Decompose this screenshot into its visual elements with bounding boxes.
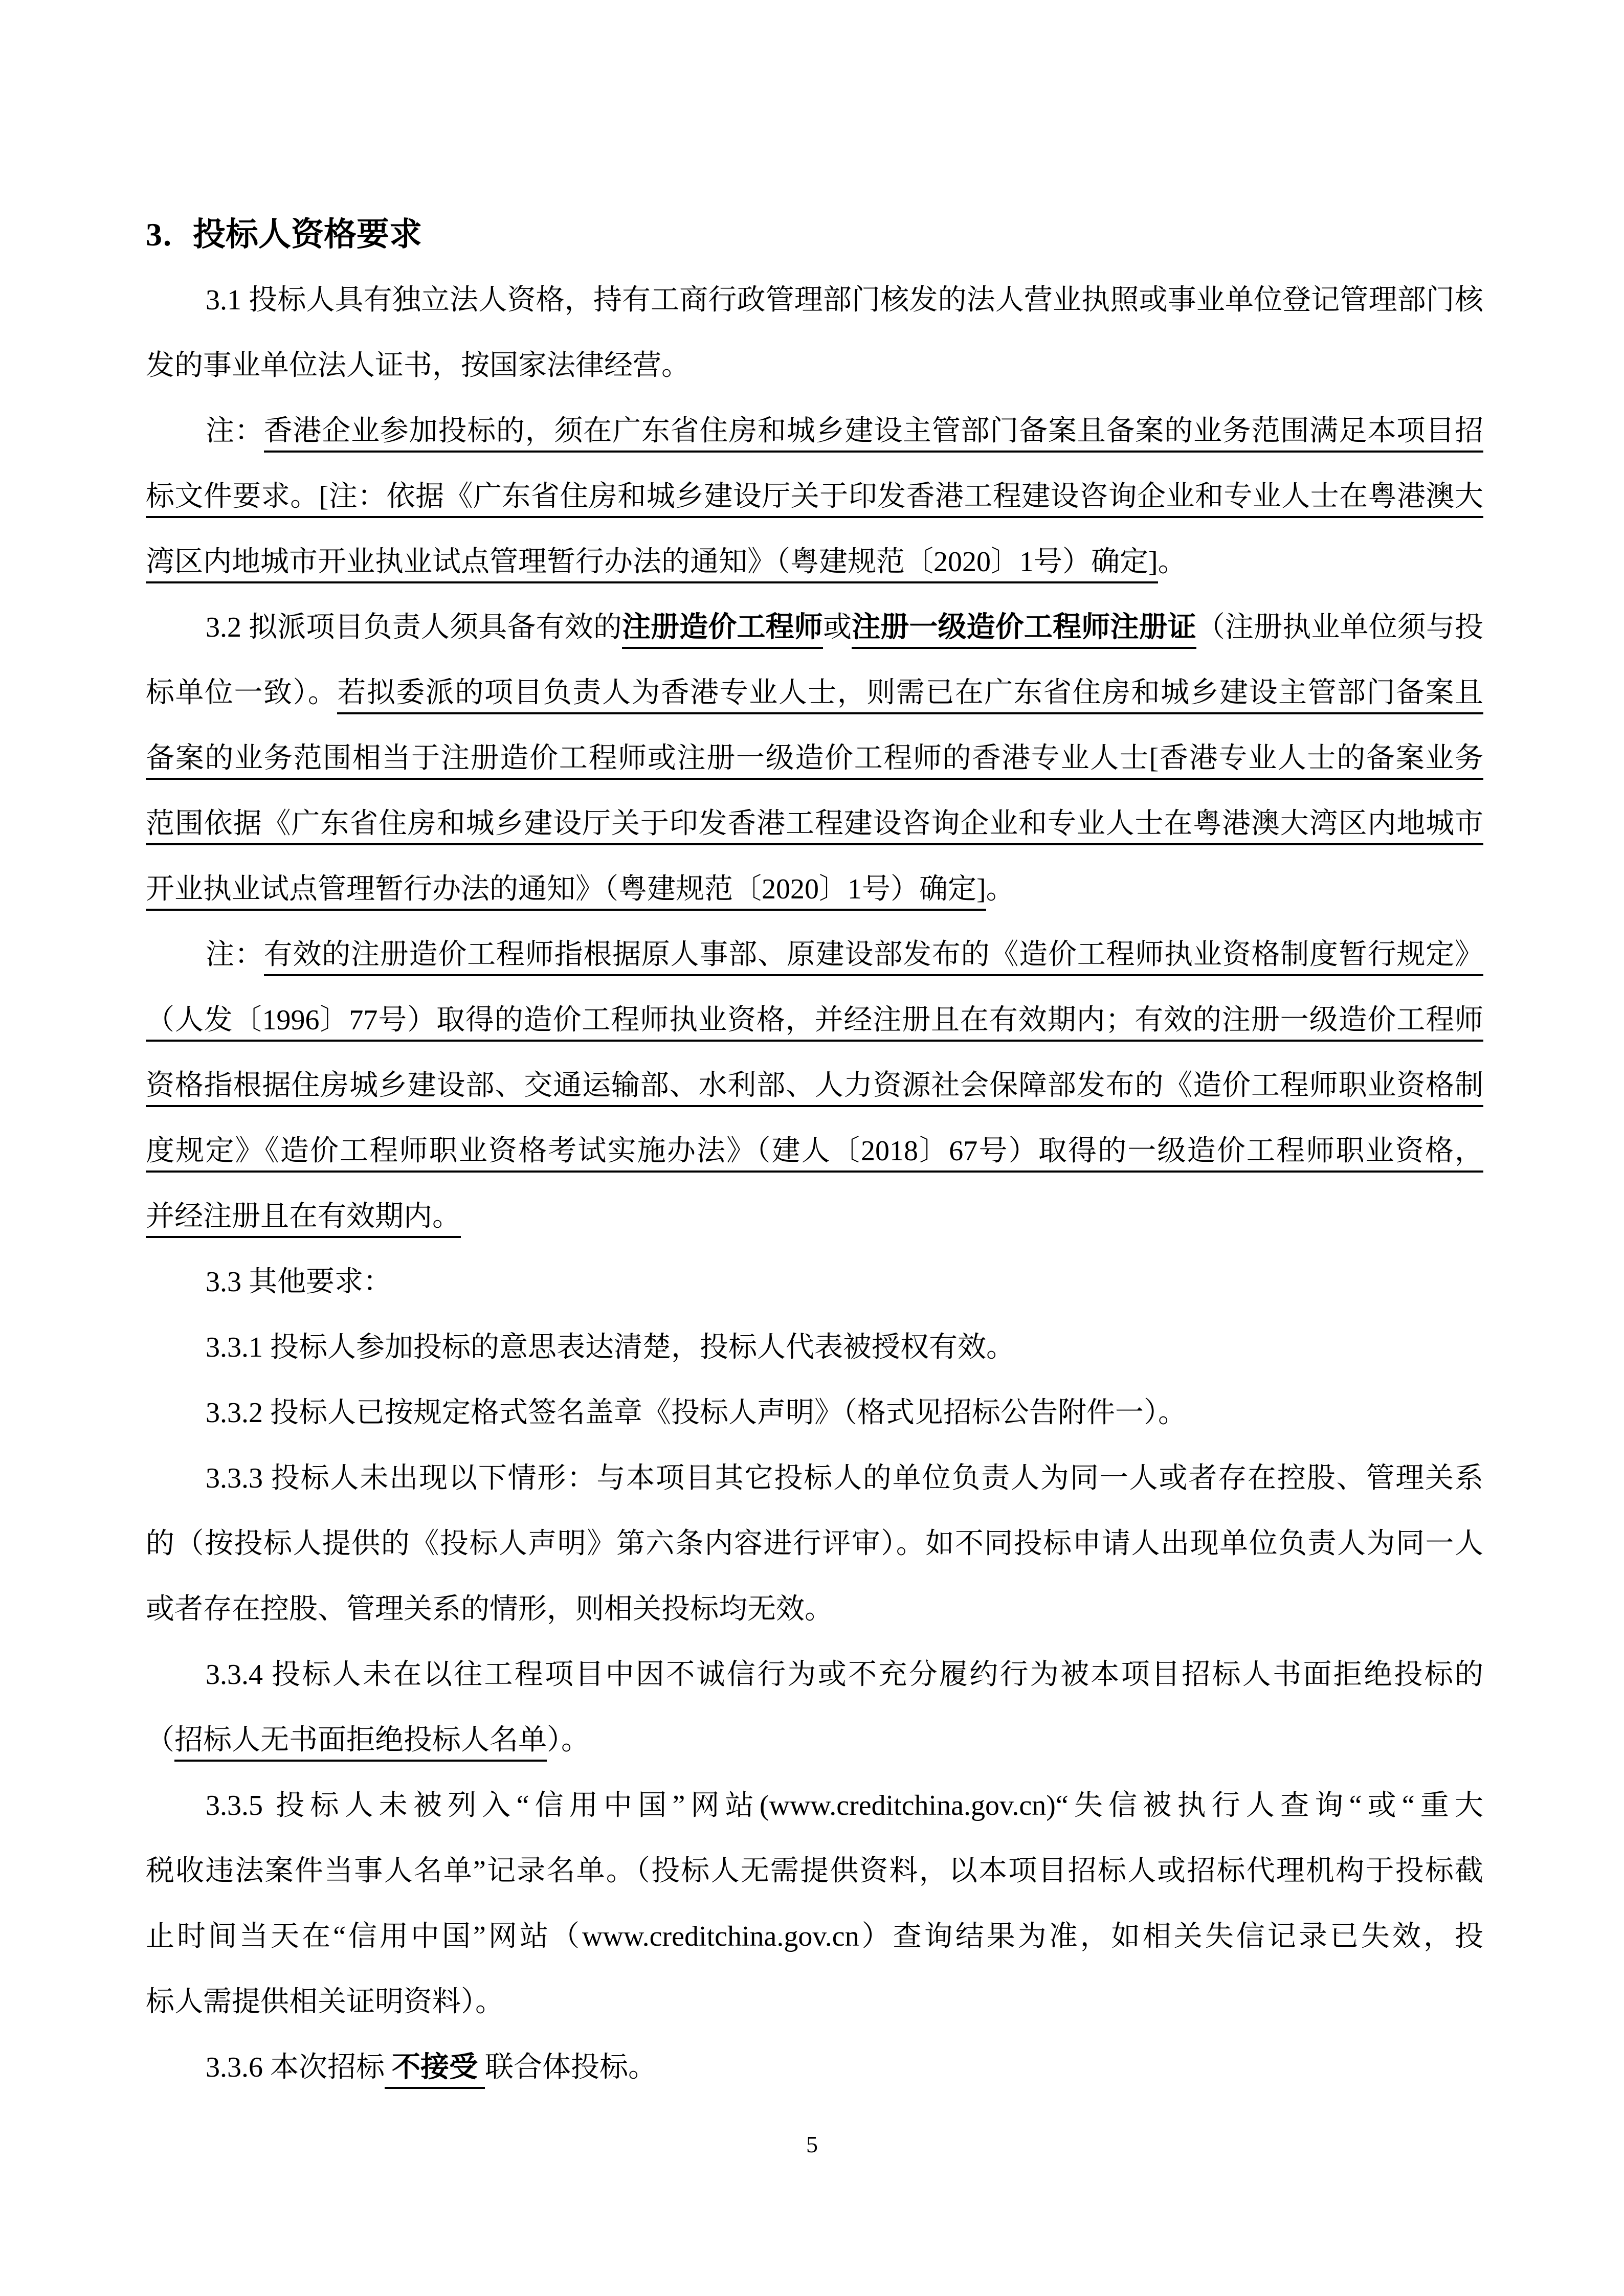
text-segment: ）。 bbox=[547, 1724, 590, 1756]
text-line bbox=[146, 1118, 1483, 1184]
text-line bbox=[146, 267, 1483, 333]
text-line bbox=[146, 529, 1483, 595]
body-lines bbox=[146, 267, 1483, 2100]
text-line bbox=[146, 1838, 1483, 1904]
text-line bbox=[146, 1053, 1483, 1118]
text-segment: 。 bbox=[986, 873, 1015, 905]
text-segment: 或 bbox=[822, 612, 852, 643]
text-segment: 止时间当天在“信用中国”网站（www.creditchina.gov.cn）查询结果为准，如相关失信记录已失效，投 bbox=[146, 1921, 1483, 1952]
text-line bbox=[146, 1577, 1483, 1642]
text-segment: 注册一级造价工程师注册证 bbox=[852, 612, 1196, 649]
text-line bbox=[146, 791, 1483, 857]
text-segment: 3.3.6 本次招标 bbox=[206, 2052, 385, 2083]
text-line bbox=[146, 1184, 1483, 1249]
text-segment: 3.3.2 投标人已按规定格式签名盖章《投标人声明》（格式见招标公告附件一）。 bbox=[206, 1397, 1187, 1429]
text-segment: 香港企业参加投标的，须在广东省住房和城乡建设主管部门备案且备案的业务范围满足本项目招 bbox=[264, 415, 1483, 453]
text-segment: 或者存在控股、管理关系的情形，则相关投标均无效。 bbox=[146, 1593, 833, 1625]
text-line bbox=[146, 1904, 1483, 1969]
text-line bbox=[146, 1249, 1483, 1315]
text-line bbox=[146, 1446, 1483, 1511]
text-segment: 资格指根据住房城乡建设部、交通运输部、水利部、人力资源社会保障部发布的《造价工程师职业资格制 bbox=[146, 1070, 1483, 1107]
text-segment: 备案的业务范围相当于注册造价工程师或注册一级造价工程师的香港专业人士[香港专业人士的备案业务 bbox=[146, 742, 1483, 780]
text-segment: 3.3.4 投标人未在以往工程项目中因不诚信行为或不充分履约行为被本项目招标人书面拒绝投标的 bbox=[206, 1659, 1483, 1691]
text-line bbox=[146, 1315, 1483, 1380]
text-line bbox=[146, 464, 1483, 529]
text-segment: 注： bbox=[206, 415, 264, 447]
text-line bbox=[146, 333, 1483, 398]
section-heading bbox=[146, 202, 1483, 267]
text-segment: 3.2 拟派项目负责人须具备有效的 bbox=[206, 612, 622, 643]
text-segment: 标人需提供相关证明资料）。 bbox=[146, 1986, 504, 2018]
text-line bbox=[146, 987, 1483, 1053]
text-line bbox=[146, 1707, 1483, 1773]
text-segment: 招标人无书面拒绝投标人名单 bbox=[174, 1724, 547, 1762]
text-segment: 范围依据《广东省住房和城乡建设厅关于印发香港工程建设咨询企业和专业人士在粤港澳大湾区内地城市 bbox=[146, 808, 1483, 845]
heading-number: 3. bbox=[146, 216, 172, 253]
text-segment: 标文件要求。[注：依据《广东省住房和城乡建设厅关于印发香港工程建设咨询企业和专业人士在粤港澳大 bbox=[146, 481, 1483, 518]
text-segment: 发的事业单位法人证书，按国家法律经营。 bbox=[146, 350, 690, 381]
text-segment: 度规定》《造价工程师职业资格考试实施办法》（建人〔2018〕67号）取得的一级造价工程师职业资格， bbox=[146, 1135, 1483, 1173]
text-segment: 并经注册且在有效期内。 bbox=[146, 1201, 461, 1238]
text-segment: 有效的注册造价工程师指根据原人事部、原建设部发布的《造价工程师执业资格制度暂行规定》 bbox=[264, 939, 1483, 976]
text-line bbox=[146, 1511, 1483, 1577]
text-segment: 注： bbox=[206, 939, 264, 971]
text-line bbox=[146, 2035, 1483, 2100]
text-line bbox=[146, 726, 1483, 791]
text-segment: （人发〔1996〕77号）取得的造价工程师执业资格，并经注册且在有效期内；有效的注册一级造价工程师 bbox=[146, 1004, 1483, 1042]
text-segment: 标单位一致）。 bbox=[146, 677, 338, 709]
text-segment: 联合体投标。 bbox=[485, 2052, 657, 2083]
document-body bbox=[146, 202, 1483, 2100]
text-segment: 税收违法案件当事人名单”记录名单。（投标人无需提供资料，以本项目招标人或招标代理机构于投标截 bbox=[146, 1855, 1483, 1887]
text-segment: 3.3.5 投标人未被列入“信用中国”网站(www.creditchina.gov.cn)“失信被执行人查询“或“重大 bbox=[206, 1790, 1483, 1821]
text-line bbox=[146, 1773, 1483, 1838]
text-line bbox=[146, 857, 1483, 922]
text-segment: 若拟委派的项目负责人为香港专业人士，则需已在广东省住房和城乡建设主管部门备案且 bbox=[337, 677, 1483, 714]
text-line bbox=[146, 1642, 1483, 1707]
text-segment: 注册造价工程师 bbox=[622, 612, 823, 649]
text-segment: （ bbox=[146, 1724, 174, 1756]
text-line bbox=[146, 1969, 1483, 2035]
text-segment: 湾区内地城市开业执业试点管理暂行办法的通知》（粤建规范〔2020〕1号）确定] bbox=[146, 546, 1158, 583]
text-line bbox=[146, 1380, 1483, 1446]
text-segment: 3.3.3 投标人未出现以下情形：与本项目其它投标人的单位负责人为同一人或者存在控股、管理关系 bbox=[206, 1462, 1483, 1494]
text-line bbox=[146, 398, 1483, 464]
text-segment: 。 bbox=[1158, 546, 1187, 578]
text-segment: 3.1 投标人具有独立法人资格，持有工商行政管理部门核发的法人营业执照或事业单位登记管理部门核 bbox=[206, 284, 1483, 316]
text-line bbox=[146, 595, 1483, 660]
heading-text: 投标人资格要求 bbox=[193, 216, 422, 253]
text-line bbox=[146, 660, 1483, 726]
page-number: 5 bbox=[806, 2131, 818, 2157]
text-segment: （注册执业单位须与投 bbox=[1196, 612, 1483, 643]
text-segment: 3.3 其他要求： bbox=[206, 1266, 392, 1298]
text-segment: 3.3.1 投标人参加投标的意思表达清楚，投标人代表被授权有效。 bbox=[206, 1332, 1015, 1363]
text-segment: 不接受 bbox=[385, 2052, 485, 2089]
text-line bbox=[146, 922, 1483, 987]
text-segment: 开业执业试点管理暂行办法的通知》（粤建规范〔2020〕1号）确定] bbox=[146, 873, 986, 911]
text-segment: 的（按投标人提供的《投标人声明》第六条内容进行评审）。如不同投标申请人出现单位负责人为同一人 bbox=[146, 1528, 1483, 1560]
